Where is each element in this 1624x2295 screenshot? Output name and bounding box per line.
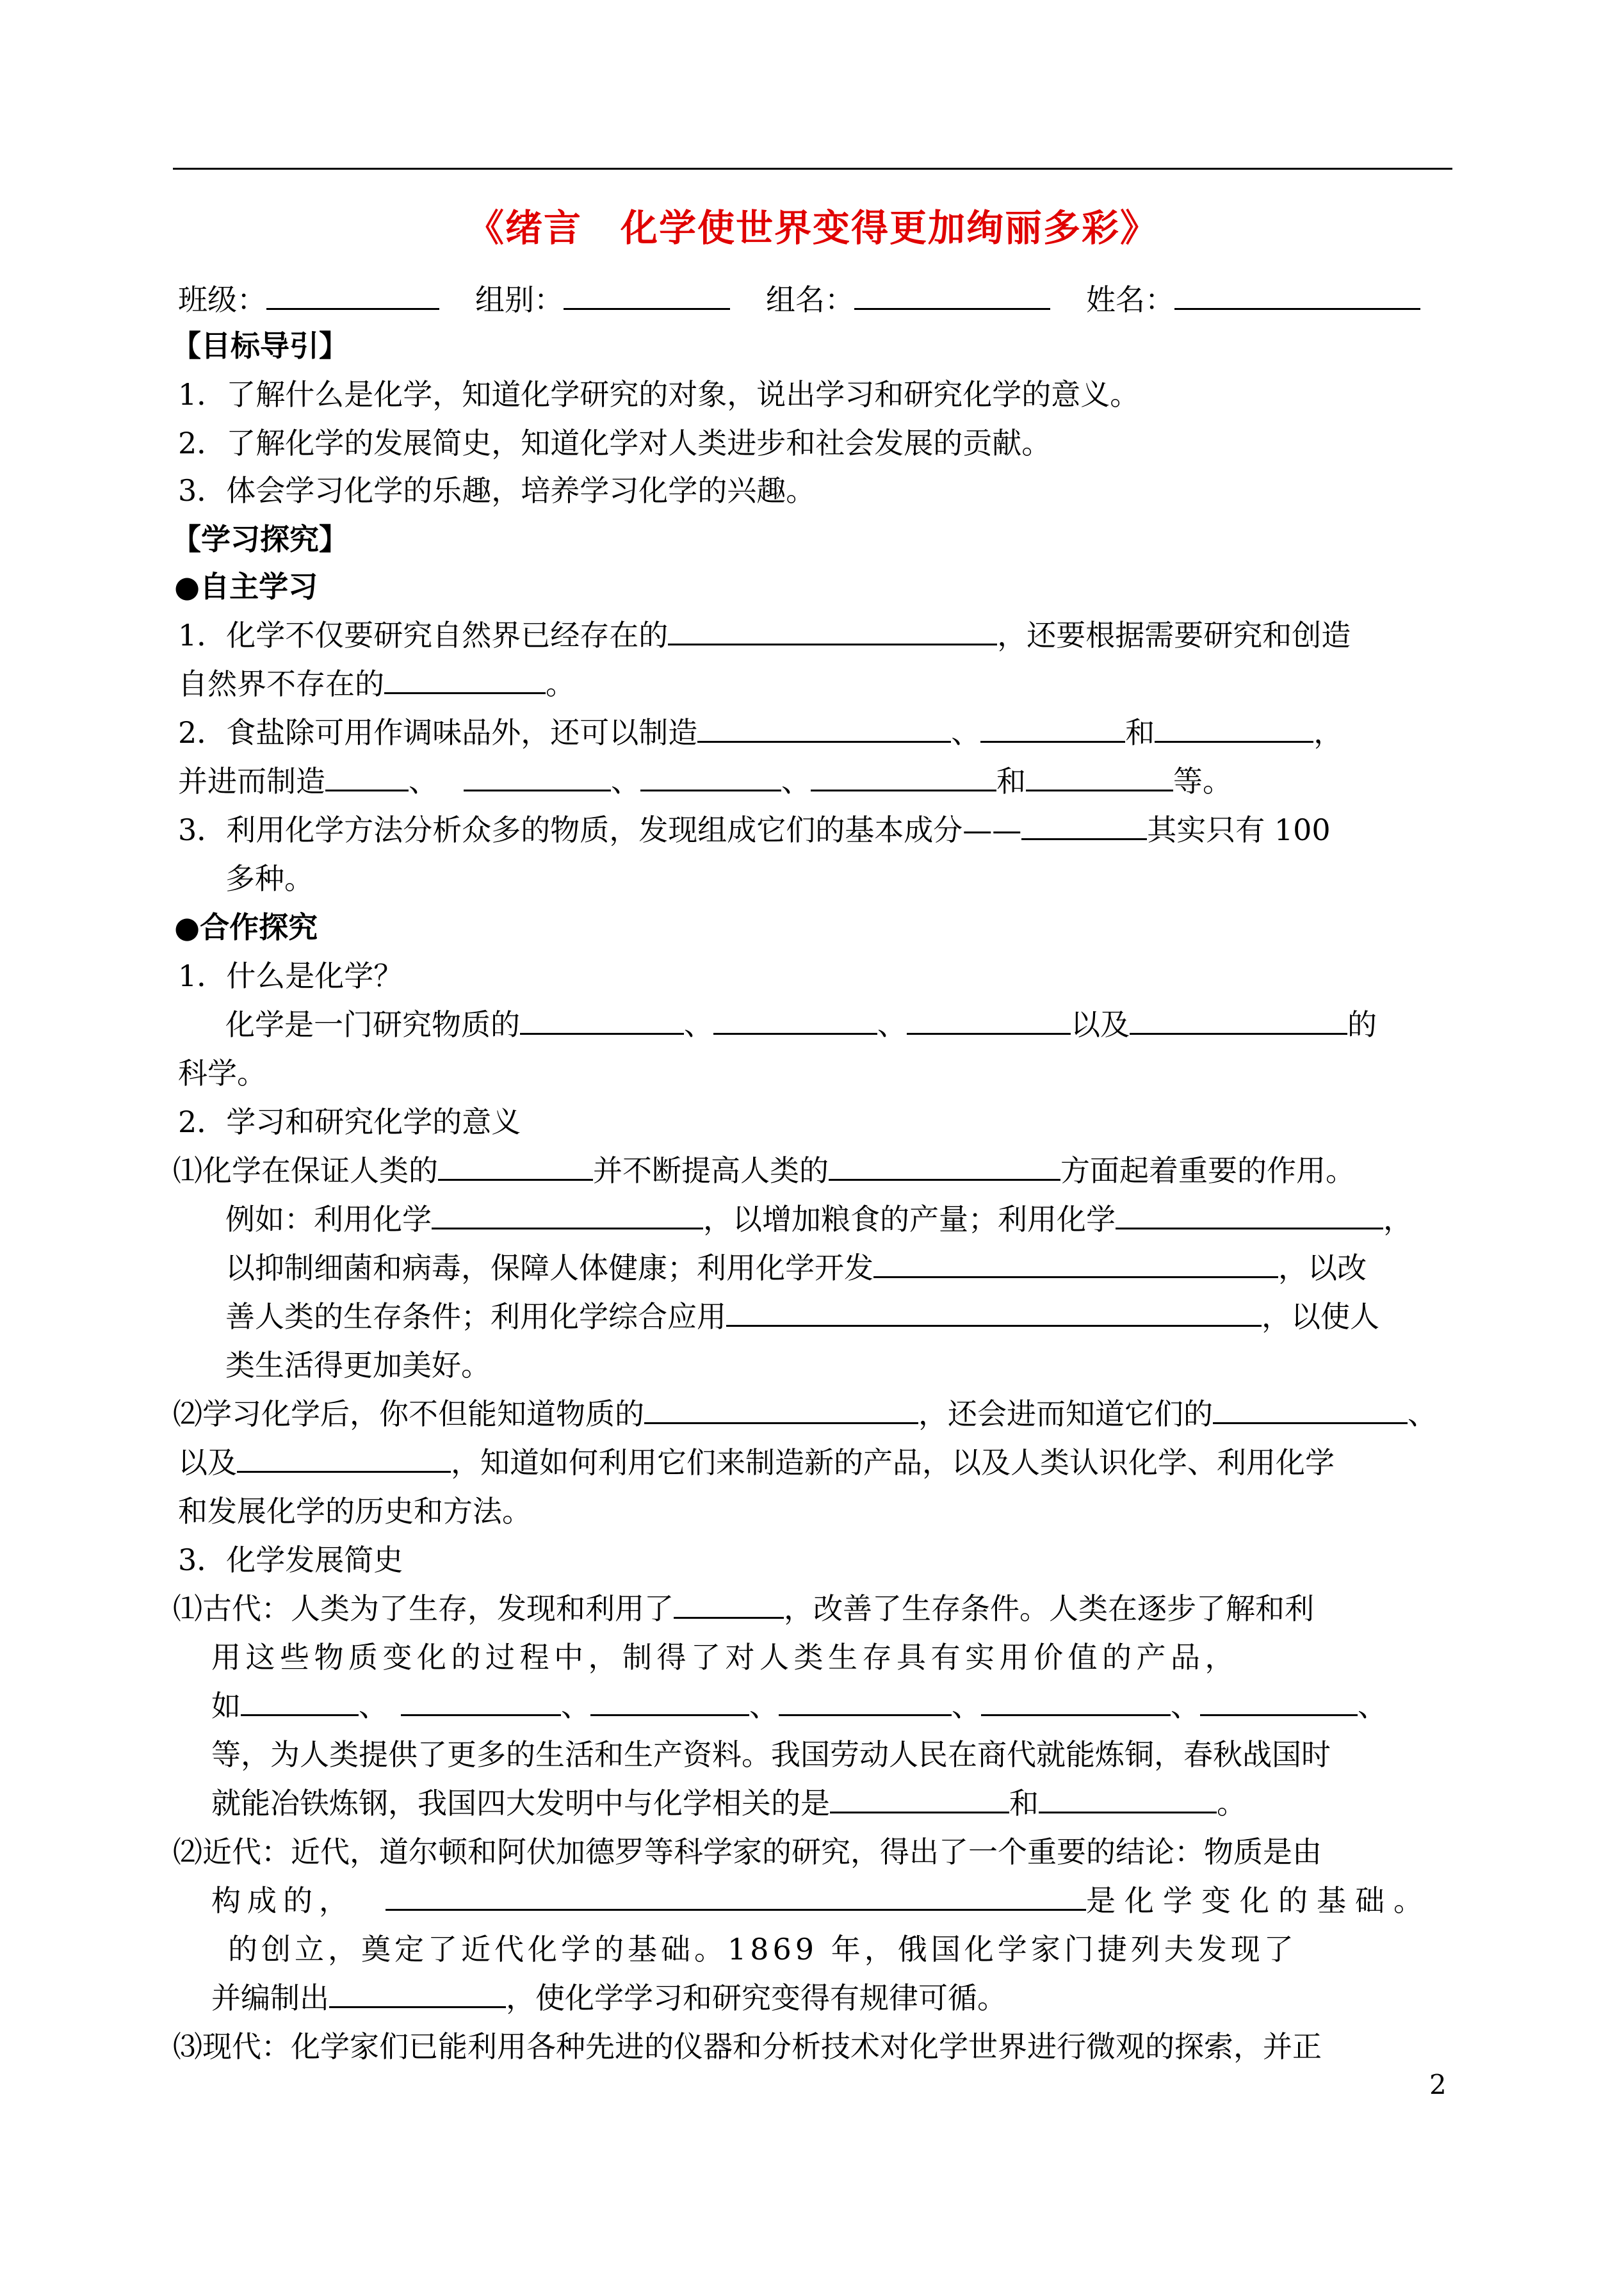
answer-blank[interactable] (520, 1005, 684, 1035)
history-modern-cont3: 并编制出 ，使化学学习和研究变得有规律可循。 (211, 1977, 1007, 2018)
answer-blank[interactable] (981, 1686, 1171, 1716)
history-modern: ⑵近代：近代，道尔顿和阿伏加德罗等科学家的研究，得出了一个重要的结论：物质是由 (173, 1835, 1322, 1869)
group-field[interactable] (564, 280, 730, 310)
self-study-q3: 3．利用化学方法分析众多的物质，发现组成它们的基本成分—— 其实只有 100 (178, 809, 1331, 850)
answer-blank[interactable] (674, 1589, 784, 1619)
coop-q1-body: 化学是一门研究物质的 、 、 以及 的 (225, 1004, 1377, 1045)
answer-blank[interactable] (384, 664, 546, 694)
answer-blank[interactable] (811, 761, 996, 791)
history-contemporary: ⑶现代：化学家们已能利用各种先进的仪器和分析技术对化学世界进行微观的探索，并正 (173, 2029, 1322, 2064)
answer-blank[interactable] (1130, 1005, 1347, 1035)
answer-blank[interactable] (907, 1005, 1071, 1035)
answer-blank[interactable] (980, 713, 1125, 743)
answer-blank[interactable] (329, 1978, 506, 2008)
answer-blank[interactable] (237, 1443, 451, 1473)
answer-blank[interactable] (1026, 761, 1173, 791)
history-modern-cont1: 构成的， 是化学变化的基础。 (211, 1880, 1432, 1921)
answer-blank[interactable] (829, 1151, 1060, 1181)
history-ancient-cont3: 就能冶铁炼钢，我国四大发明中与化学相关的是 和 。 (211, 1783, 1246, 1824)
answer-blank[interactable] (1021, 810, 1147, 840)
answer-blank[interactable] (590, 1686, 749, 1716)
study-heading: 【学习探究】 (172, 522, 348, 556)
self-study-q2-cont: 并进而制造 、 、 、 和 等。 (178, 761, 1232, 802)
objectives-heading: 【目标导引】 (172, 328, 348, 363)
answer-blank[interactable] (325, 761, 409, 791)
answer-blank[interactable] (873, 1248, 1278, 1278)
self-study-q1: 1．化学不仅要研究自然界已经存在的 ，还要根据需要研究和创造 (178, 615, 1351, 656)
answer-blank[interactable] (241, 1686, 359, 1716)
coop-q2-example-cont3: 类生活得更加美好。 (225, 1348, 491, 1383)
team-name-field[interactable] (854, 280, 1050, 310)
history-ancient-examples: 如 、 、 、 、 、 、 (211, 1685, 1387, 1726)
self-study-q2: 2．食盐除可用作调味品外，还可以制造 、 和 ， (178, 712, 1343, 753)
history-ancient-cont2: 等，为人类提供了更多的生活和生产资料。我国劳动人民在商代就能炼铜，春秋战国时 (211, 1737, 1331, 1772)
coop-q2-example-cont1: 以抑制细菌和病毒，保障人体健康；利用化学开发 ，以改 (225, 1247, 1367, 1288)
answer-blank[interactable] (640, 761, 781, 791)
coop-q1-cont: 科学。 (178, 1056, 266, 1091)
objective-item-2: 2．了解化学的发展简史，知道化学对人类进步和社会发展的贡献。 (178, 426, 1052, 460)
answer-blank[interactable] (726, 1297, 1262, 1327)
answer-blank[interactable] (1116, 1199, 1383, 1229)
page-title: 《绪言 化学使世界变得更加绚丽多彩》 (466, 206, 1158, 250)
coop-q1-title: 1．什么是化学？ (178, 959, 403, 993)
objective-item-3: 3．体会学习化学的乐趣，培养学习化学的兴趣。 (178, 473, 816, 508)
header-rule (173, 168, 1452, 170)
team-name-label: 组名： (766, 282, 854, 317)
page-number: 2 (1429, 2069, 1447, 2100)
class-label: 班级： (178, 282, 266, 317)
self-study-q1-cont: 自然界不存在的 。 (178, 663, 575, 704)
coop-q2-part2: ⑵学习化学后，你不但能知道物质的 ，还会进而知道它们的 、 (173, 1393, 1437, 1434)
coop-q2-part1: ⑴化学在保证人类的 并不断提高人类的 方面起着重要的作用。 (173, 1150, 1355, 1191)
answer-blank[interactable] (668, 615, 997, 645)
coop-q2-title: 2．学习和研究化学的意义 (178, 1105, 521, 1139)
self-study-q3-cont: 多种。 (225, 861, 314, 896)
answer-blank[interactable] (830, 1783, 1009, 1813)
history-ancient-cont1: 用这些物质变化的过程中，制得了对人类生存具有实用价值的产品， (211, 1640, 1239, 1675)
coop-heading: ●合作探究 (174, 910, 318, 945)
answer-blank[interactable] (1039, 1783, 1217, 1813)
answer-blank[interactable] (386, 1881, 1086, 1911)
objective-item-1: 1．了解什么是化学，知道化学研究的对象，说出学习和研究化学的意义。 (178, 377, 1140, 412)
answer-blank[interactable] (697, 713, 951, 743)
answer-blank[interactable] (1200, 1686, 1358, 1716)
answer-blank[interactable] (464, 761, 611, 791)
answer-blank[interactable] (1155, 713, 1313, 743)
answer-blank[interactable] (779, 1686, 952, 1716)
answer-blank[interactable] (1213, 1394, 1408, 1424)
student-name-field[interactable] (1174, 280, 1420, 310)
answer-blank[interactable] (438, 1151, 593, 1181)
class-field[interactable] (266, 280, 439, 310)
coop-q2-part2-cont: 以及 ，知道如何利用它们来制造新的产品，以及人类认识化学、利用化学 (178, 1442, 1335, 1483)
answer-blank[interactable] (713, 1005, 877, 1035)
coop-q2-part2-cont2: 和发展化学的历史和方法。 (178, 1494, 532, 1529)
answer-blank[interactable] (644, 1394, 918, 1424)
student-info-row (178, 279, 1420, 320)
coop-q2-example: 例如：利用化学 ，以增加粮食的产量；利用化学 ， (225, 1199, 1413, 1240)
coop-q3-title: 3．化学发展简史 (178, 1543, 403, 1577)
answer-blank[interactable] (401, 1686, 561, 1716)
history-modern-cont2: 的创立，奠定了近代化学的基础。1869 年，俄国化学家门捷列夫发现了 (228, 1932, 1297, 1967)
group-label: 组别： (475, 282, 564, 317)
coop-q2-example-cont2: 善人类的生存条件；利用化学综合应用 ，以使人 (225, 1296, 1379, 1337)
student-name-label: 姓名： (1086, 282, 1174, 317)
self-study-heading: ●自主学习 (174, 569, 318, 604)
answer-blank[interactable] (432, 1199, 703, 1229)
history-ancient: ⑴古代：人类为了生存，发现和利用了 ，改善了生存条件。人类在逐步了解和利 (173, 1588, 1314, 1629)
